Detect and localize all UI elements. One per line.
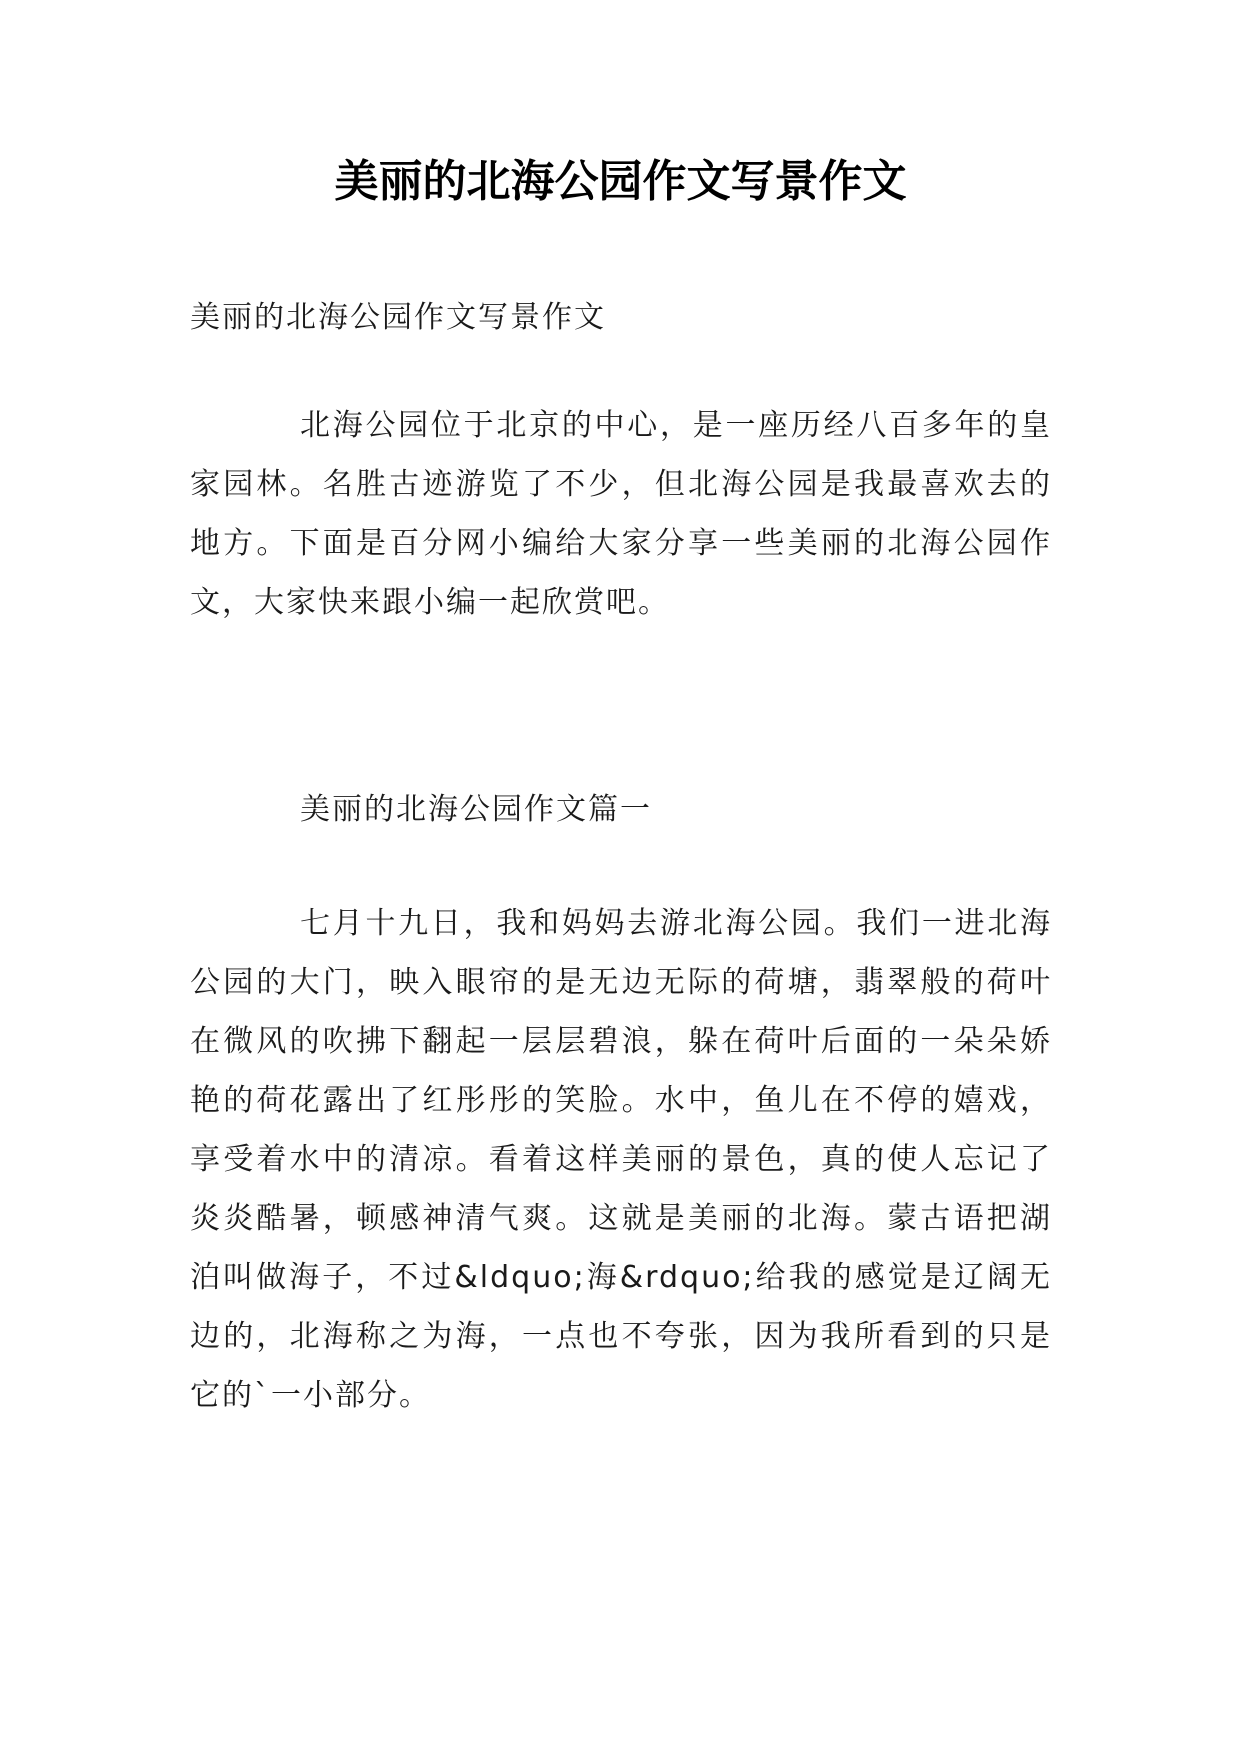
document-title: 美丽的北海公园作文写景作文 [334, 156, 907, 207]
section-paragraph: 七月十九日，我和妈妈去游北海公园。我们一进北海公园的大门，映入眼帘的是无边无际的荷塘，翡翠般的荷叶在微风的吹拂下翻起一层层碧浪，躲在荷叶后面的一朵朵娇艳的荷花露出了红彤彤的笑脸。水中，鱼儿在不停的嬉戏，享受着水中的清凉。看着这样美丽的景色，真的使人忘记了炎炎酷暑，顿感神清气爽。这就是美丽的北海。蒙古语把湖泊叫做海子，不过&ldquo;海&rdquo;给我的感觉是辽阔无边的，北海称之为海，一点也不夸张，因为我所看到的只是它的`一小部分。 [190, 906, 1052, 1413]
intro-paragraph: 北海公园位于北京的中心，是一座历经八百多年的皇家园林。名胜古迹游览了不少，但北海公园是我最喜欢去的地方。下面是百分网小编给大家分享一些美丽的北海公园作文，大家快来跟小编一起欣赏吧。 [190, 408, 1052, 620]
document-subtitle: 美丽的北海公园作文写景作文 [190, 300, 606, 335]
section-heading: 美丽的北海公园作文篇一 [300, 792, 652, 827]
document-body [190, 290, 1052, 1425]
